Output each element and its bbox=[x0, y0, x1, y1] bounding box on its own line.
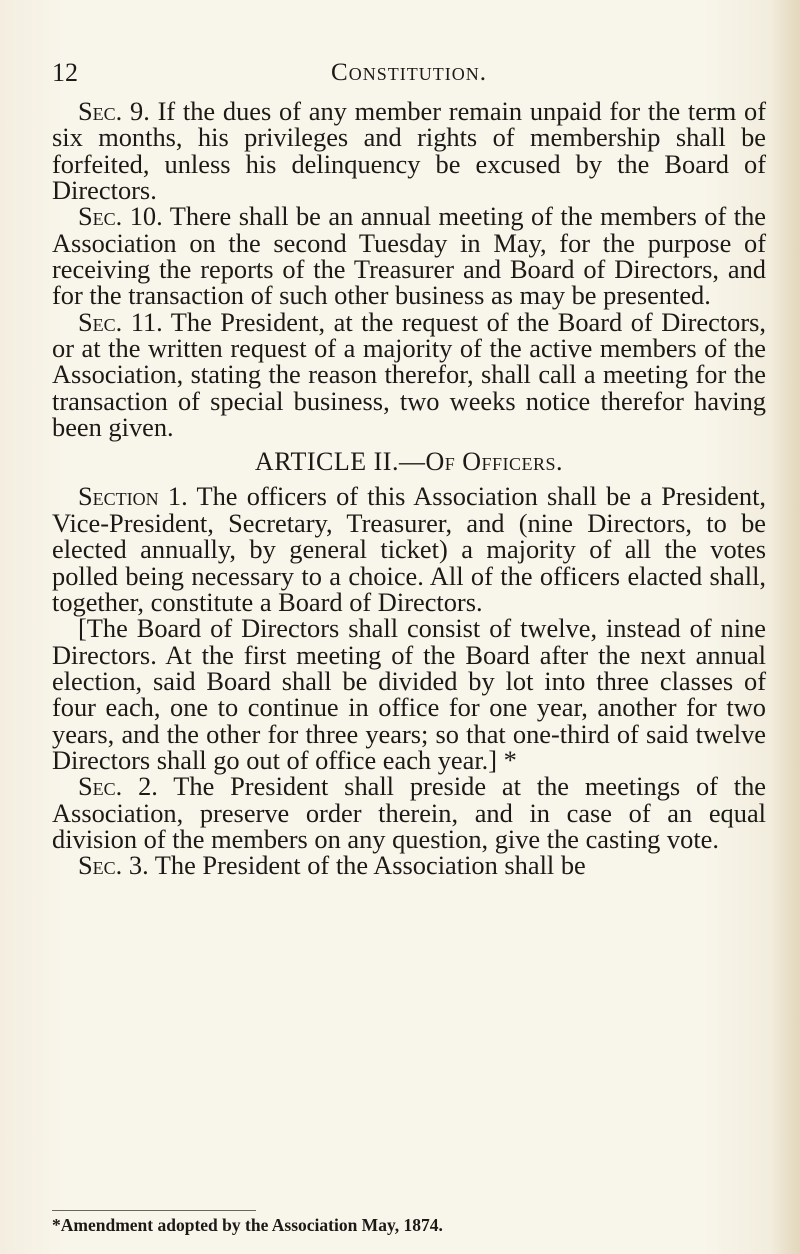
article-title: Of Officers. bbox=[425, 447, 564, 477]
amendment-paragraph bbox=[52, 615, 766, 773]
section-label: Sec. 9. bbox=[78, 96, 150, 126]
section-label: Sec. 3. bbox=[78, 850, 149, 881]
page-header bbox=[52, 56, 766, 90]
paragraph-text: The President, at the request of the Board of Directors, or at the written request of a majority of the active members of the Association, stating the reason therefor, shall call a meeting for the transaction of special business, two weeks notice therefor having been given. bbox=[52, 306, 766, 443]
section-label: Section 1. bbox=[78, 481, 188, 512]
main-text bbox=[52, 98, 766, 879]
section-1-paragraph bbox=[52, 483, 766, 615]
section-label: Sec. 11. bbox=[78, 306, 163, 337]
paragraph-text: There shall be an annual meeting of the members of the Association on the second Tuesday in May, for the purpose of receiving the reports of the Treasurer and Board of Directors, and for the transaction of such other business as may be presented. bbox=[52, 201, 766, 311]
running-title: Constitution. bbox=[331, 59, 487, 86]
footnote: *Amendment adopted by the Association May, 1874. bbox=[52, 1215, 443, 1235]
section-11-paragraph bbox=[52, 306, 766, 443]
section-10-paragraph bbox=[52, 201, 766, 311]
page-edge-shadow bbox=[770, 0, 800, 1254]
section-2-paragraph bbox=[52, 773, 766, 852]
paragraph-text: The President of the Association shall be bbox=[154, 850, 586, 881]
article-label: ARTICLE II.— bbox=[254, 447, 426, 477]
section-9-paragraph bbox=[52, 96, 766, 206]
paragraph-text: The President shall preside at the meetings of the Association, preserve order therein, and in case of an equal division of the members on any question, give the casting vote. bbox=[52, 771, 766, 854]
footnote-rule bbox=[52, 1210, 256, 1211]
article-heading bbox=[52, 448, 766, 476]
page-number: 12 bbox=[52, 58, 78, 87]
paragraph-text: The officers of this Association shall be a President, Vice-President, Secretary, Treasurer, and (nine Directors, to be elected annually, by general ticket) a majority of all the votes polled being necessary to a choice. All of the officers elacted shall, together, constitute a Board of Directors. bbox=[52, 481, 767, 617]
section-3-paragraph bbox=[52, 850, 766, 881]
paragraph-text: If the dues of any member remain unpaid for the term of six months, his privileges and rights of membership shall be forfeited, unless his delinquency be excused by the Board of Directors. bbox=[52, 96, 766, 206]
paragraph-text: [The Board of Directors shall consist of twelve, instead of nine Directors. At the first meeting of the Board after the next annual election, said Board shall be divided by lot into three classes of four each, one to continue in office for one year, another for two years, and the other for three years; so that one-third of said twelve Directors shall go out of office each year.] * bbox=[52, 613, 766, 775]
section-label: Sec. 2. bbox=[78, 771, 158, 802]
section-label: Sec. 10. bbox=[78, 201, 163, 232]
